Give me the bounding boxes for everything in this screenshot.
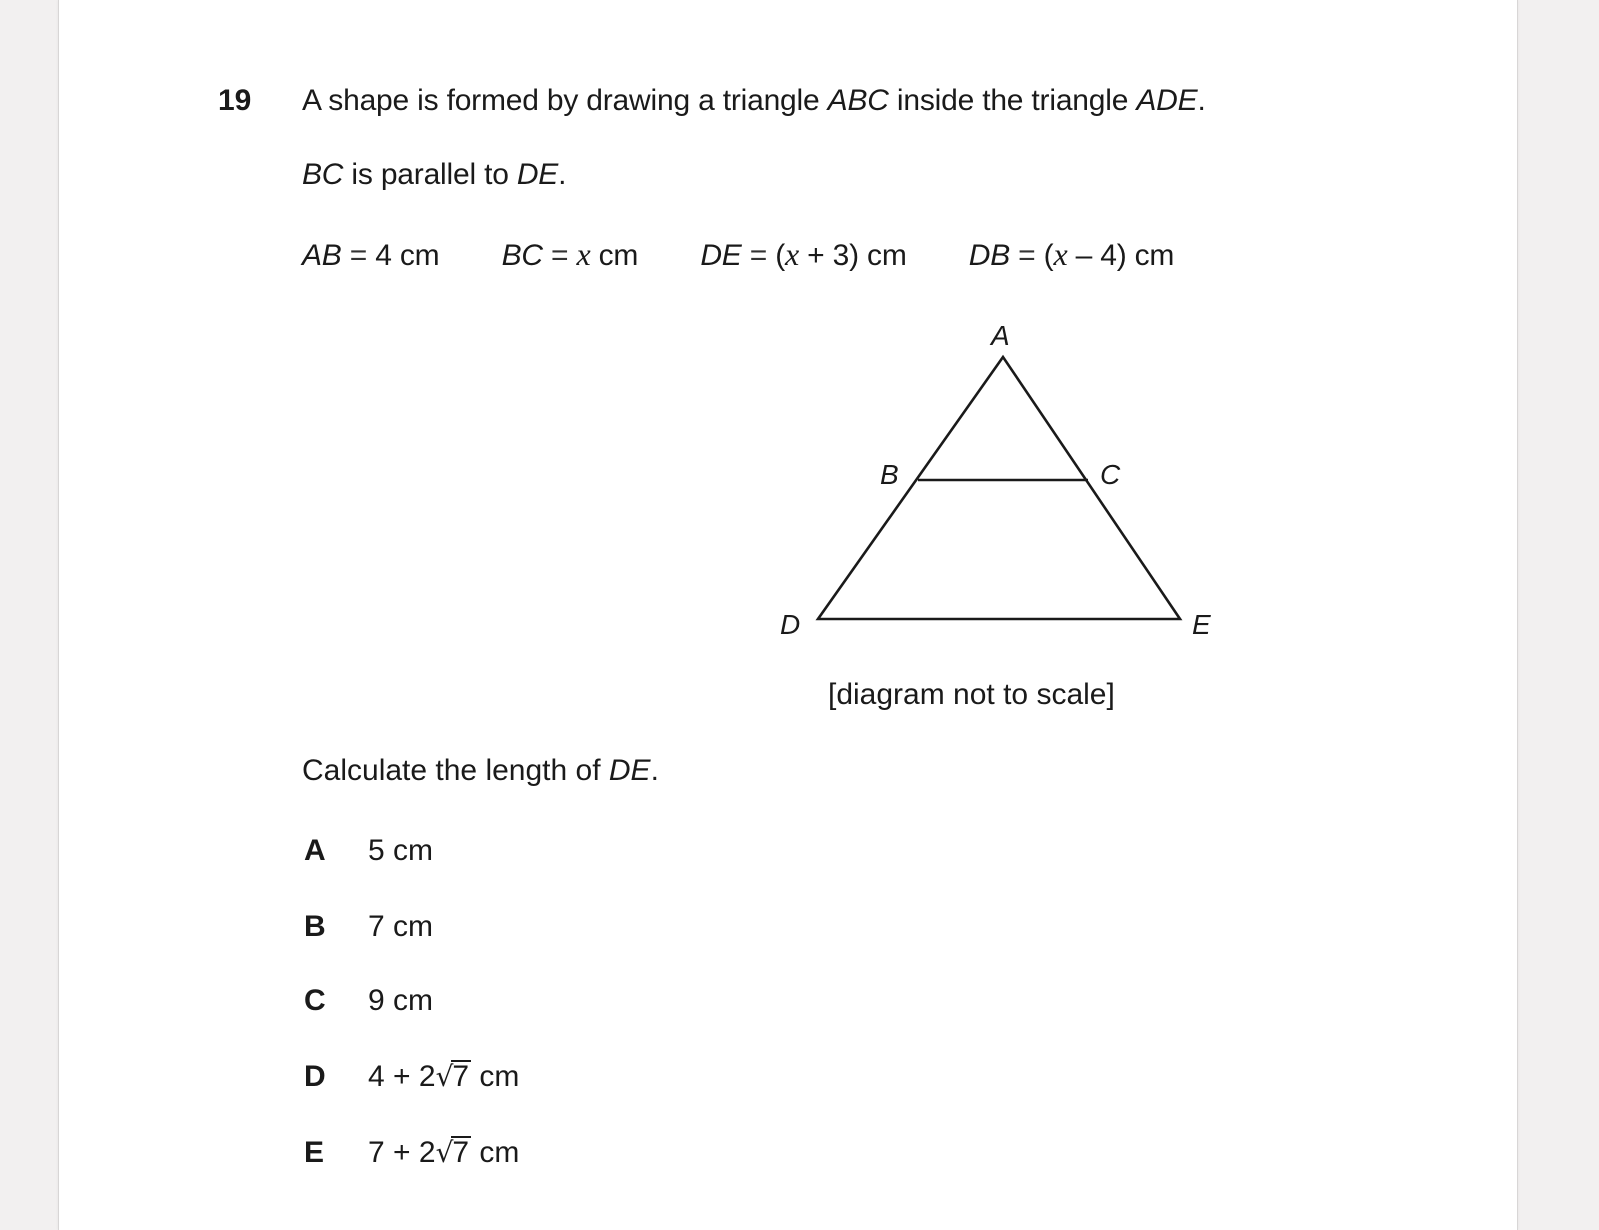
equation-db	[968, 236, 1175, 272]
segment-de: DE	[608, 754, 651, 787]
equation-rhs: + 3) cm	[799, 239, 907, 272]
option-e-value	[368, 1136, 519, 1170]
vertex-label-d: D	[780, 609, 801, 640]
option-a-value: 5 cm	[368, 834, 434, 867]
triangle-ade-outline	[818, 357, 1180, 619]
equation-rhs: 4 cm	[375, 239, 440, 272]
option-c[interactable]	[304, 984, 326, 1018]
variable-x: x	[785, 236, 800, 272]
parallel-statement	[302, 158, 566, 192]
equation-lhs: BC	[501, 239, 543, 272]
equals-sign: =	[1010, 239, 1044, 272]
prompt-text: Calculate the length of	[302, 754, 609, 787]
triangle-abc: ABC	[827, 84, 889, 117]
option-a[interactable]	[304, 834, 326, 868]
diagram-caption: [diagram not to scale]	[828, 678, 1115, 711]
option-letter: D	[304, 1060, 326, 1093]
statement-period: .	[1197, 84, 1206, 117]
question-prompt	[302, 754, 659, 788]
given-lengths	[302, 236, 1174, 273]
equals-sign: =	[542, 239, 577, 272]
square-root	[436, 1136, 472, 1170]
equals-sign: =	[341, 239, 376, 272]
equation-de	[700, 236, 907, 272]
option-letter: B	[304, 910, 326, 943]
statement-text: A shape is formed by drawing a triangle	[302, 84, 828, 117]
vertex-label-a: A	[991, 320, 1010, 351]
option-unit: cm	[471, 1136, 520, 1169]
equation-rhs: (	[1043, 239, 1054, 272]
equation-lhs: DB	[968, 239, 1011, 272]
segment-de: DE	[516, 158, 559, 191]
statement-period: .	[558, 158, 567, 191]
equation-ab	[302, 239, 439, 272]
equation-unit: cm	[590, 239, 639, 272]
equals-sign: =	[741, 239, 776, 272]
statement-text: is parallel to	[343, 158, 517, 191]
vertex-label-c: C	[1100, 459, 1121, 490]
option-d-value	[368, 1060, 519, 1094]
option-b-value: 7 cm	[368, 910, 434, 943]
option-letter: C	[304, 984, 326, 1017]
radicand: 7	[452, 1136, 470, 1169]
option-c-value: 9 cm	[368, 984, 434, 1017]
equation-bc	[501, 236, 639, 272]
option-letter: E	[304, 1136, 325, 1169]
sqrt-icon: √	[435, 1136, 454, 1169]
equation-rhs: (	[775, 239, 786, 272]
equation-lhs: DE	[700, 239, 742, 272]
question-statement	[302, 84, 1206, 118]
option-e[interactable]	[304, 1136, 324, 1170]
variable-x: x	[1053, 236, 1068, 272]
variable-x: x	[576, 236, 591, 272]
sqrt-icon: √	[435, 1060, 454, 1093]
radicand: 7	[452, 1060, 470, 1093]
statement-text: inside the triangle	[888, 84, 1137, 117]
triangle-ade: ADE	[1136, 84, 1198, 117]
option-letter: A	[304, 834, 326, 867]
vertex-label-b: B	[880, 459, 899, 490]
option-unit: cm	[471, 1060, 520, 1093]
option-d[interactable]	[304, 1060, 326, 1094]
question-number: 19	[218, 84, 252, 117]
triangle-diagram	[760, 305, 1220, 650]
option-expression: 4 + 2	[368, 1060, 436, 1093]
segment-bc: BC	[302, 158, 344, 191]
option-b[interactable]	[304, 910, 326, 944]
equation-rhs: – 4) cm	[1067, 239, 1175, 272]
square-root	[436, 1060, 472, 1094]
option-expression: 7 + 2	[368, 1136, 436, 1169]
equation-lhs: AB	[302, 239, 342, 272]
vertex-label-e: E	[1192, 609, 1211, 640]
prompt-period: .	[650, 754, 659, 787]
